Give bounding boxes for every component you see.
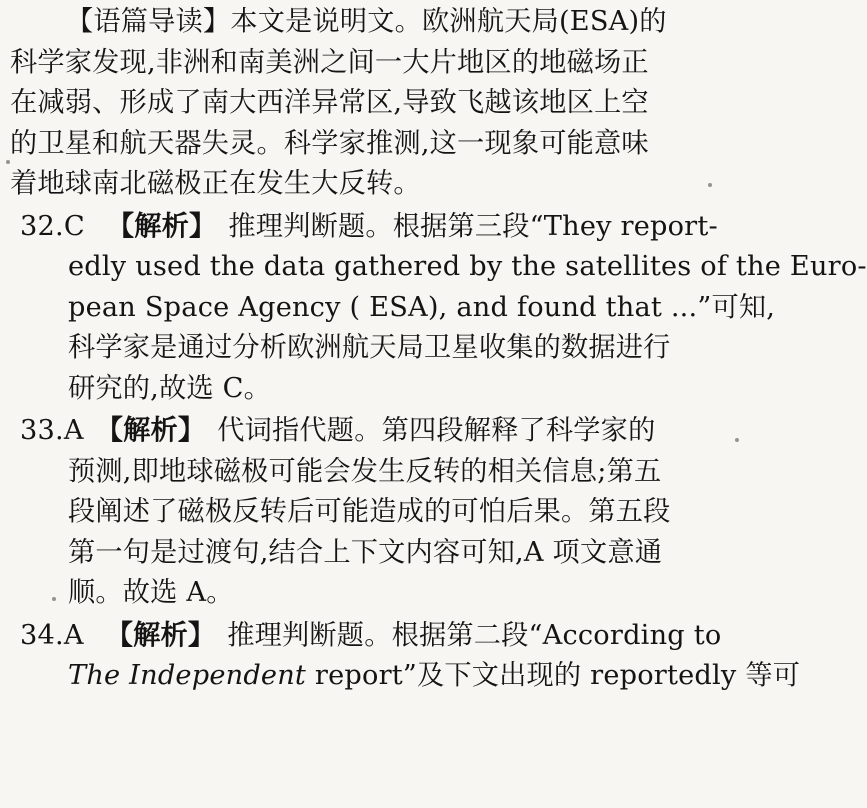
- scan-speck: [52, 597, 56, 601]
- text-line: 段阐述了磁极反转后可能造成的可怕后果。第五段: [68, 496, 671, 527]
- text-line: 的卫星和航天器失灵。科学家推测,这一现象可能意味: [10, 127, 649, 159]
- text-line: 着地球南北磁极正在发生大反转。: [10, 168, 421, 199]
- answer-item-34: [0, 615, 801, 697]
- text-line: 科学家是通过分析欧洲航天局卫星收集的数据进行: [68, 332, 671, 363]
- question-number: 33.: [20, 415, 64, 446]
- analysis-tag: 【解析】: [106, 209, 217, 242]
- answer-item-32: [0, 206, 867, 410]
- scan-speck: [708, 183, 712, 187]
- answer-line: [0, 206, 735, 248]
- source-title: The Independent: [68, 660, 307, 691]
- question-number: 32.: [20, 210, 64, 242]
- answer-choice: A: [63, 415, 84, 446]
- text-line: 研究的,故选 C。: [68, 372, 272, 404]
- analysis-text: 推理判断题。根据第二段“According to: [227, 619, 722, 651]
- analysis-tag: 【解析】: [105, 618, 216, 651]
- text-line: 第一句是过渡句,结合上下文内容可知,A 项文意通: [68, 536, 663, 568]
- text-line: edly used the data gathered by the satellites of the Euro-: [68, 251, 867, 282]
- answer-choice: C: [63, 210, 85, 242]
- text-line: 在减弱、形成了南大西洋异常区,导致飞越该地区上空: [10, 87, 649, 118]
- text-line: 【语篇导读】本文是说明文。欧洲航天局(ESA)的: [66, 6, 667, 37]
- answer-choice: A: [63, 619, 84, 651]
- answer-item-33: [0, 410, 735, 614]
- scan-speck: [735, 438, 739, 442]
- answer-line: [0, 410, 735, 452]
- text-line: 科学家发现,非洲和南美洲之间一大片地区的地磁场正: [10, 46, 649, 78]
- analysis-text: report”及下文出现的 reportedly 等可: [314, 660, 801, 691]
- question-number: 34.: [20, 619, 64, 651]
- text-line: pean Space Agency ( ESA), and found that ...”可知,: [68, 291, 776, 323]
- scan-speck: [6, 160, 10, 164]
- analysis-tag: 【解析】: [95, 414, 206, 446]
- text-line: [0, 656, 801, 697]
- analysis-text: 代词指代题。第四段解释了科学家的: [217, 415, 656, 446]
- text-line: 顺。故选 A。: [68, 577, 234, 608]
- answer-line: [0, 615, 735, 657]
- text-line: 预测,即地球磁极可能会发生反转的相关信息;第五: [68, 455, 662, 487]
- reading-guide: [0, 2, 735, 205]
- analysis-text: 推理判断题。根据第三段“They report-: [228, 210, 718, 242]
